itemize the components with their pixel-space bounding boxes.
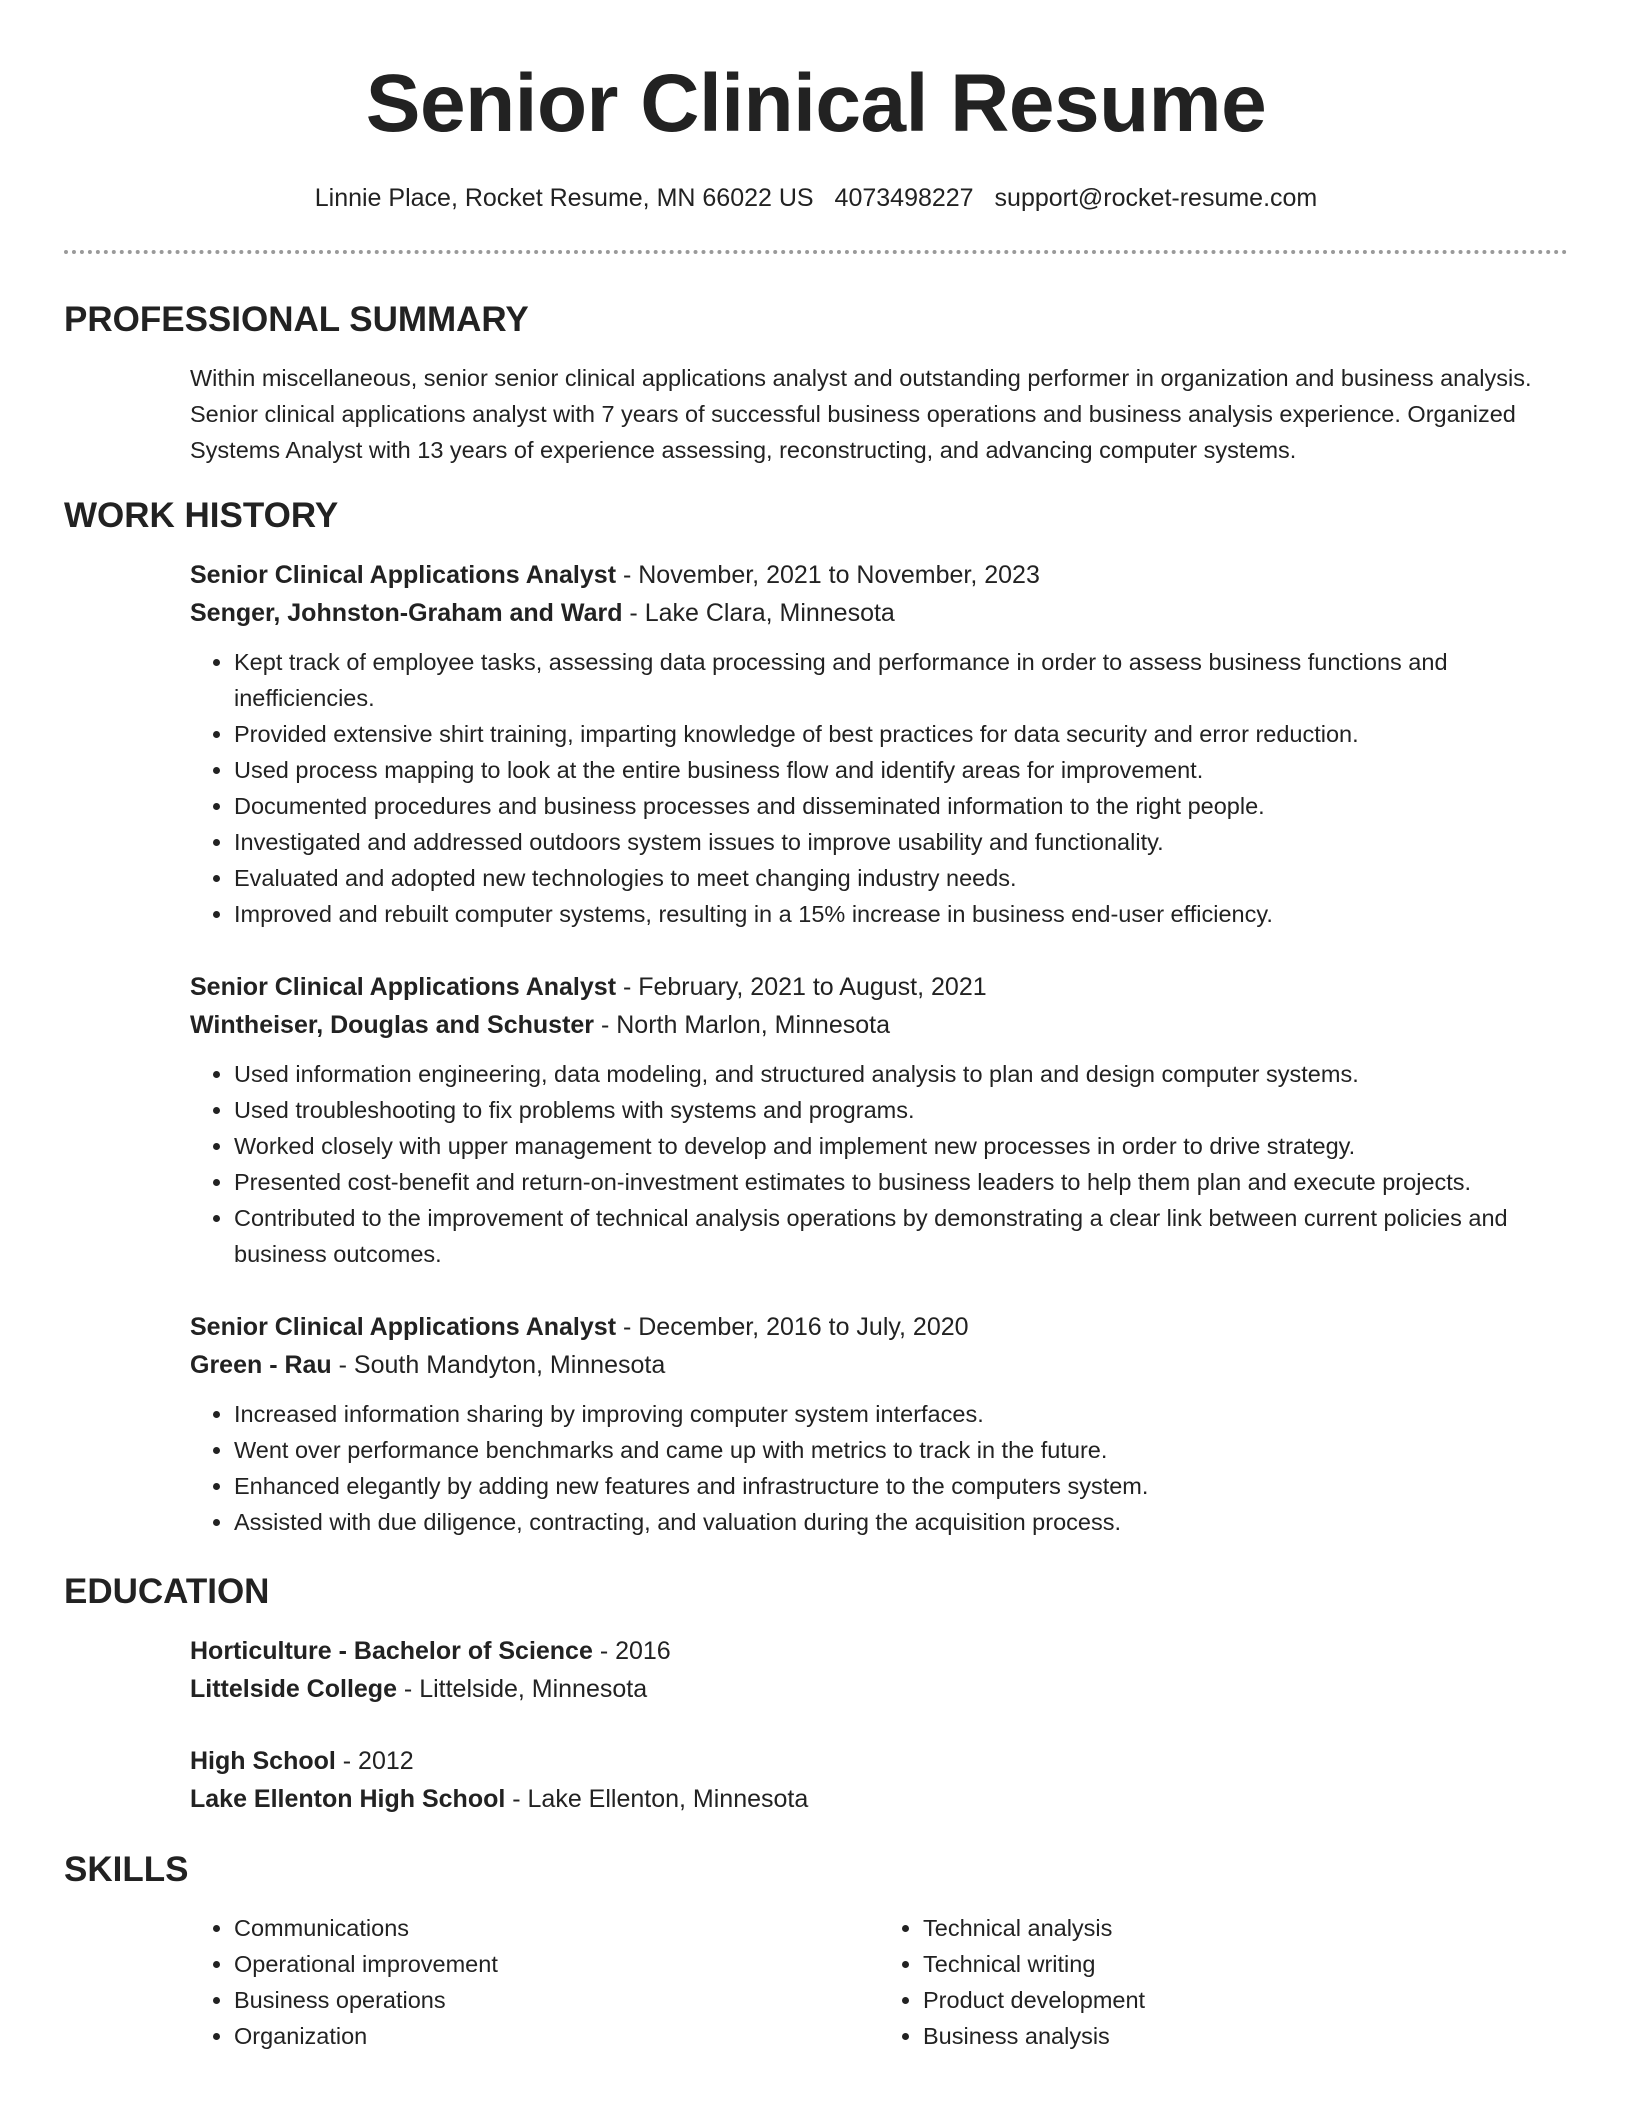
job-entry <box>190 968 1568 1272</box>
job-bullet: • Kept track of employee tasks, assessing data processing and performance in order to assess business functions and inefficiencies. <box>234 644 1568 716</box>
job-bullet: • Improved and rebuilt computer systems, resulting in a 15% increase in business end-user efficiency. <box>234 896 1568 932</box>
skills-heading: SKILLS <box>64 1850 189 1889</box>
education-entry <box>190 1632 1568 1708</box>
education-degree: High School <box>190 1747 336 1775</box>
skill-item: • Business operations <box>234 1982 879 2018</box>
summary-section <box>64 296 1568 468</box>
skill-item: • Technical writing <box>923 1946 1568 1982</box>
skill-item: • Product development <box>923 1982 1568 2018</box>
job-title: Senior Clinical Applications Analyst <box>190 973 617 1001</box>
skills-grid <box>190 1910 1568 2054</box>
education-year: - 2012 <box>335 1747 414 1775</box>
work-history-heading: WORK HISTORY <box>64 496 339 535</box>
education-entry <box>190 1742 1568 1818</box>
contact-phone: 4073498227 <box>834 184 974 212</box>
education-degree: Horticulture - Bachelor of Science <box>190 1637 593 1665</box>
education-heading: EDUCATION <box>64 1572 270 1611</box>
job-bullet: • Contributed to the improvement of technical analysis operations by demonstrating a clear link between current policies and business outcomes. <box>234 1200 1568 1272</box>
job-bullets <box>190 644 1568 932</box>
job-title-line <box>190 556 1568 594</box>
job-bullet: • Used information engineering, data modeling, and structured analysis to plan and design computer systems. <box>234 1056 1568 1092</box>
job-bullet: • Enhanced elegantly by adding new features and infrastructure to the computers system. <box>234 1468 1568 1504</box>
job-bullets <box>190 1056 1568 1272</box>
job-location: - North Marlon, Minnesota <box>594 1011 890 1039</box>
job-company-line <box>190 594 1568 632</box>
education-school-line <box>190 1780 1568 1818</box>
job-bullet: • Evaluated and adopted new technologies to meet changing industry needs. <box>234 860 1568 896</box>
job-bullet: • Provided extensive shirt training, imparting knowledge of best practices for data security and error reduction. <box>234 716 1568 752</box>
work-history-body <box>64 556 1568 1540</box>
job-company-line <box>190 1346 1568 1384</box>
resume-content <box>64 296 1568 2054</box>
job-title: Senior Clinical Applications Analyst <box>190 1313 617 1341</box>
summary-heading: PROFESSIONAL SUMMARY <box>64 300 529 339</box>
skill-item: • Technical analysis <box>923 1910 1568 1946</box>
work-history-section <box>64 492 1568 1540</box>
education-school-line <box>190 1670 1568 1708</box>
header-divider <box>64 250 1568 254</box>
summary-body <box>64 360 1568 468</box>
job-bullet: • Increased information sharing by improving computer system interfaces. <box>234 1396 1568 1432</box>
contact-address: Linnie Place, Rocket Resume, MN 66022 US <box>314 184 814 212</box>
summary-text: Within miscellaneous, senior senior clinical applications analyst and outstanding performer in organization and business analysis. Senior clinical applications analyst with 7 years of successful business operations and business analysis experience. Organized Systems Analyst with 13 years of experience assessing, reconstructing, and advancing computer systems. <box>190 365 1532 463</box>
job-entry <box>190 556 1568 932</box>
contact-email: support@rocket-resume.com <box>994 184 1318 212</box>
education-body <box>64 1632 1568 1818</box>
skills-column-left <box>190 1910 879 2054</box>
job-entry <box>190 1308 1568 1540</box>
job-bullet: • Documented procedures and business processes and disseminated information to the right people. <box>234 788 1568 824</box>
education-year: - 2016 <box>592 1637 671 1665</box>
education-degree-line <box>190 1742 1568 1780</box>
job-company: Wintheiser, Douglas and Schuster <box>190 1011 595 1039</box>
job-title-line <box>190 1308 1568 1346</box>
job-bullet: • Presented cost-benefit and return-on-investment estimates to business leaders to help them plan and execute projects. <box>234 1164 1568 1200</box>
contact-line <box>0 182 1632 214</box>
job-dates: - November, 2021 to November, 2023 <box>616 561 1040 589</box>
education-location: - Lake Ellenton, Minnesota <box>505 1785 809 1813</box>
job-bullet: • Used process mapping to look at the entire business flow and identify areas for improvement. <box>234 752 1568 788</box>
job-location: - South Mandyton, Minnesota <box>331 1351 666 1379</box>
job-dates: - February, 2021 to August, 2021 <box>616 973 987 1001</box>
skills-section <box>64 1846 1568 2054</box>
job-bullets <box>190 1396 1568 1540</box>
education-section <box>64 1568 1568 1818</box>
job-bullet: • Assisted with due diligence, contracting, and valuation during the acquisition process. <box>234 1504 1568 1540</box>
skills-column-right <box>879 1910 1568 2054</box>
skill-item: • Communications <box>234 1910 879 1946</box>
skill-item: • Organization <box>234 2018 879 2054</box>
skills-body <box>64 1910 1568 2054</box>
job-location: - Lake Clara, Minnesota <box>622 599 895 627</box>
skill-item: • Business analysis <box>923 2018 1568 2054</box>
education-school: Lake Ellenton High School <box>190 1785 506 1813</box>
education-degree-line <box>190 1632 1568 1670</box>
resume-title: Senior Clinical Resume <box>365 58 1267 149</box>
job-company: Green - Rau <box>190 1351 332 1379</box>
job-bullet: • Worked closely with upper management to develop and implement new processes in order to drive strategy. <box>234 1128 1568 1164</box>
job-company-line <box>190 1006 1568 1044</box>
job-title-line <box>190 968 1568 1006</box>
job-company: Senger, Johnston-Graham and Ward <box>190 599 623 627</box>
job-dates: - December, 2016 to July, 2020 <box>616 1313 969 1341</box>
job-bullet: • Investigated and addressed outdoors system issues to improve usability and functionality. <box>234 824 1568 860</box>
job-title: Senior Clinical Applications Analyst <box>190 561 617 589</box>
skill-item: • Operational improvement <box>234 1946 879 1982</box>
job-bullet: • Used troubleshooting to fix problems with systems and programs. <box>234 1092 1568 1128</box>
job-bullet: • Went over performance benchmarks and came up with metrics to track in the future. <box>234 1432 1568 1468</box>
education-school: Littelside College <box>190 1675 397 1703</box>
education-location: - Littelside, Minnesota <box>396 1675 648 1703</box>
